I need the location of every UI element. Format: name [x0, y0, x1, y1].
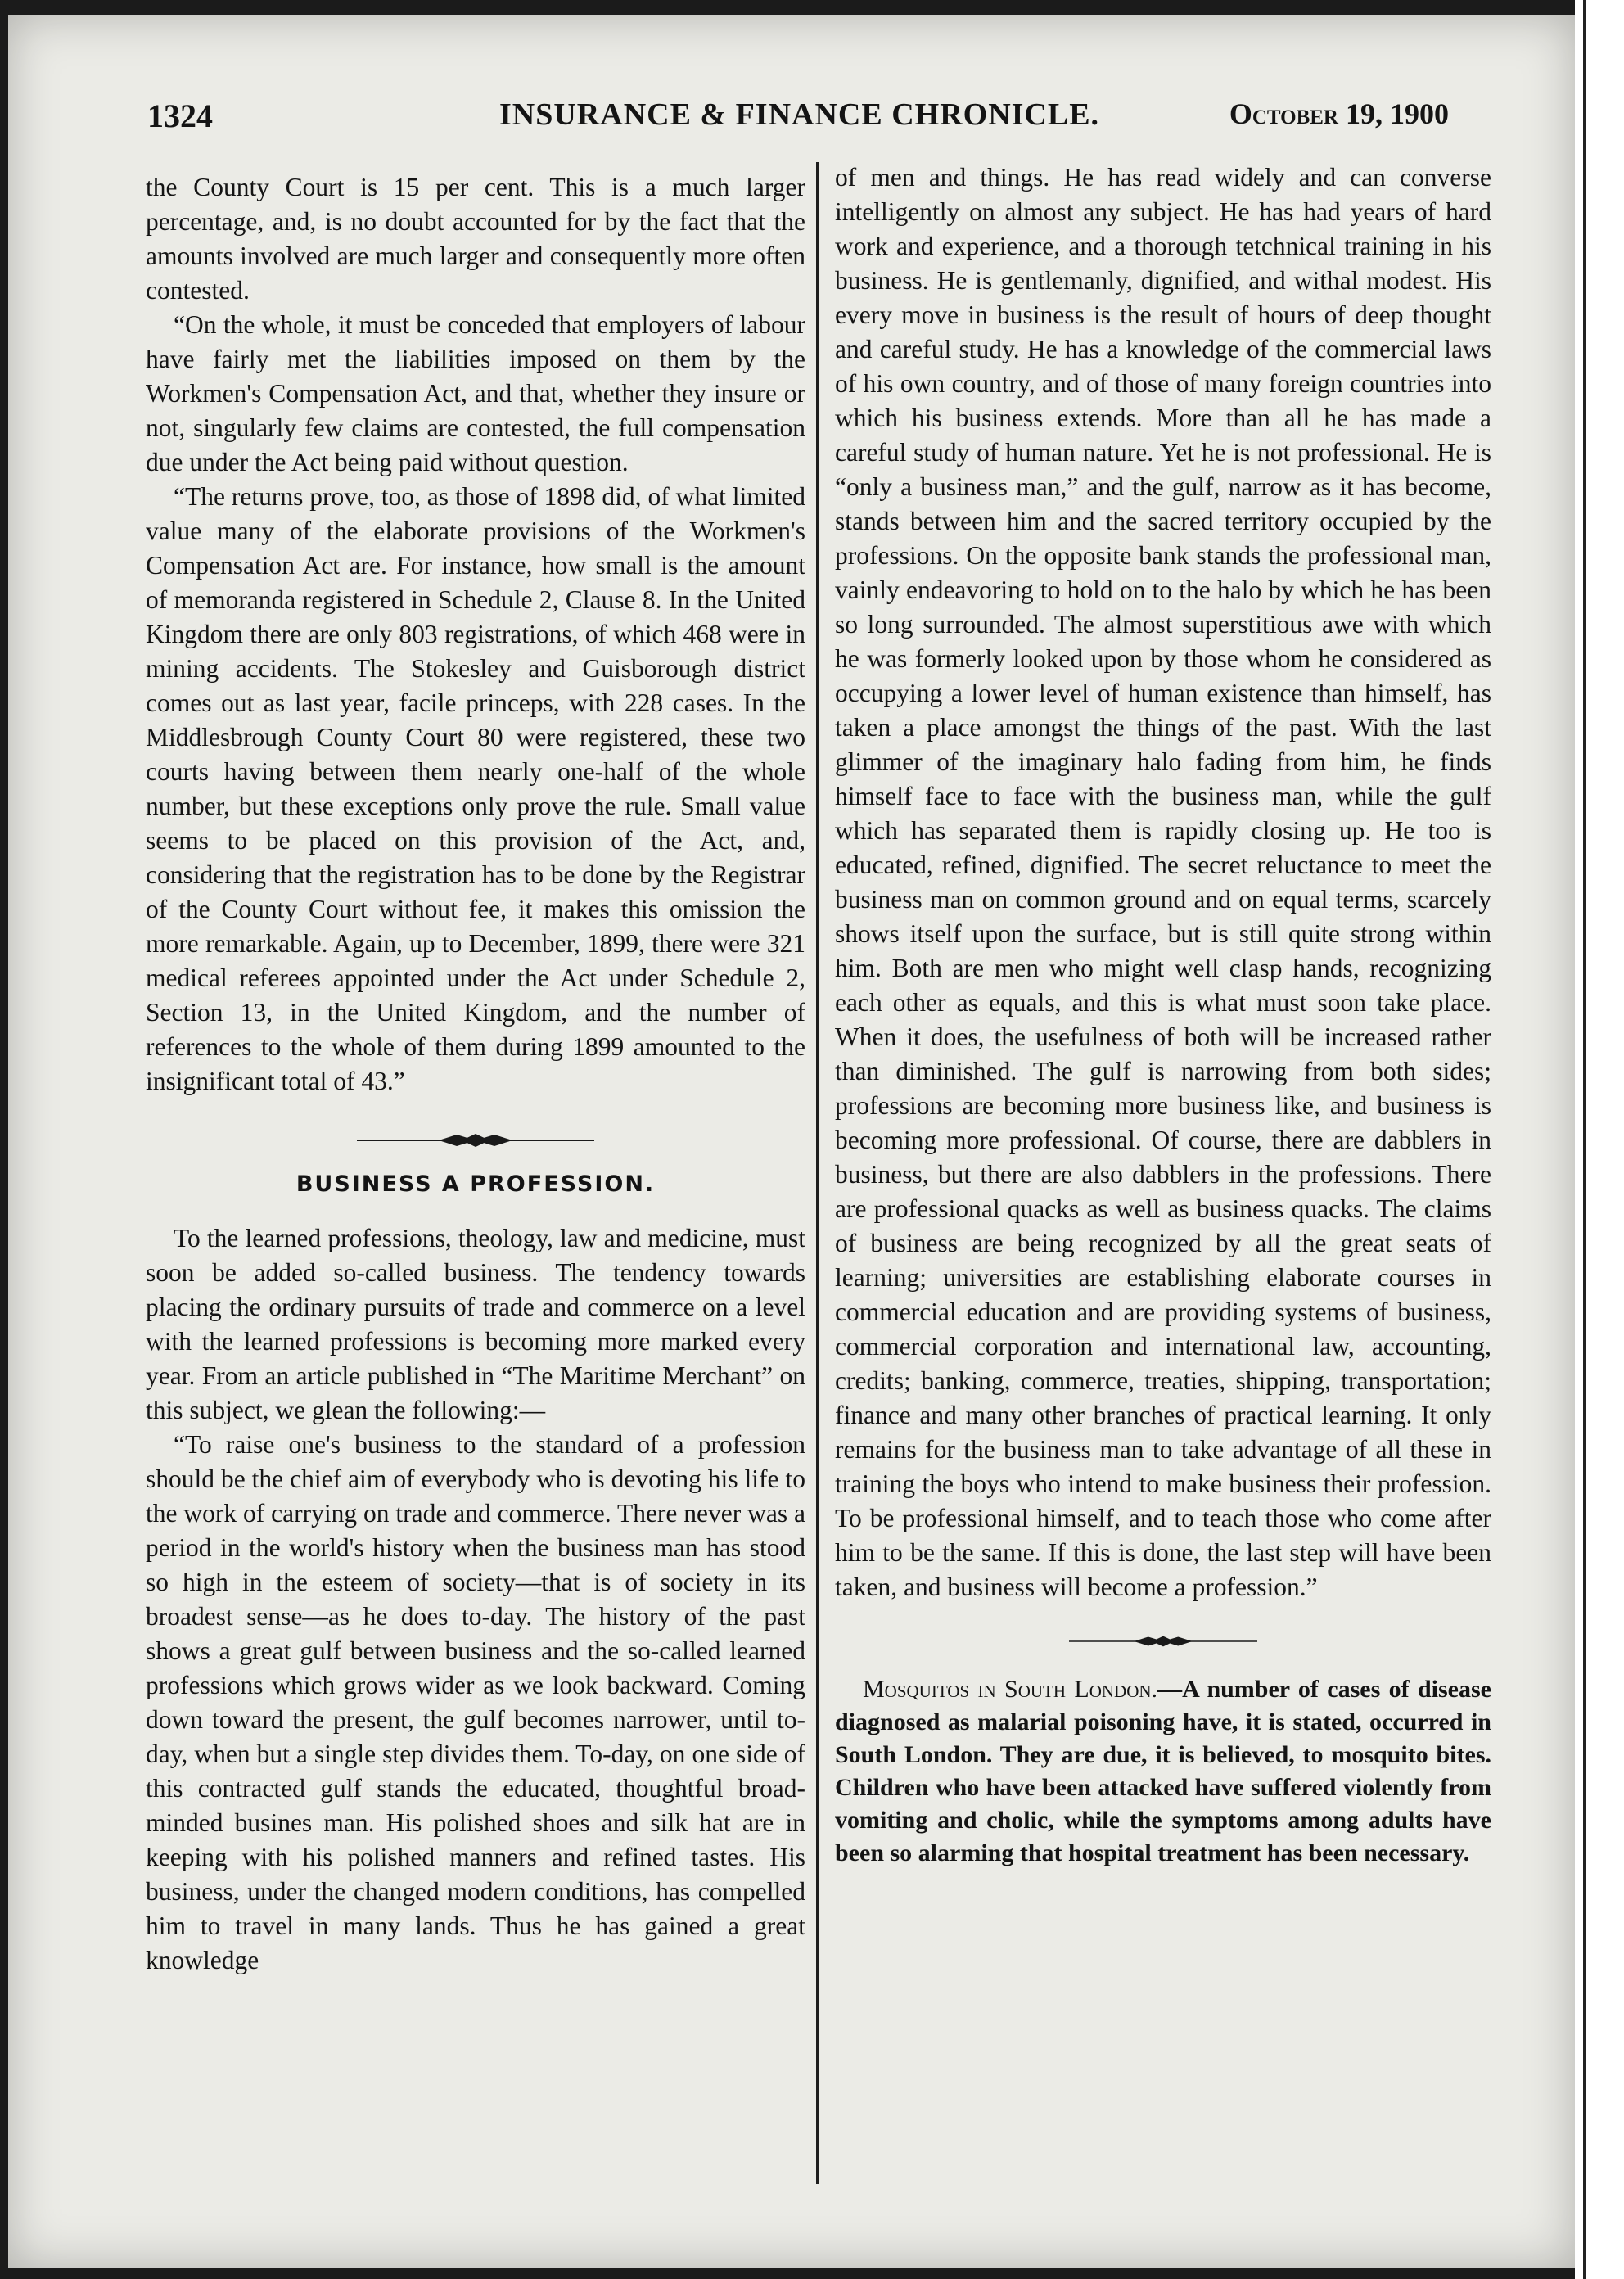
news-note	[835, 1673, 1491, 1870]
article-paragraph: “The returns prove, too, as those of 1898 did, of what limited value many of the elaborate provisions of the Workmen's Compensation Act are. For instance, how small is the amount of memoranda registered in Schedule 2, Clause 8. In the United Kingdom there are only 803 registrations, of which 468 were in mining accidents. The Stokesley and Guisborough district comes out as last year, facile princeps, with 228 cases. In the Middlesbrough County Court 80 were registered, these two courts having between them nearly one-half of the whole number, but these exceptions only prove the rule. Small value seems to be placed on this provision of the Act, and, considering that the registration has to be done by the Registrar of the County Court without fee, it makes this omission the more remarkable. Again, up to December, 1899, there were 321 medical referees appointed under the Act under Schedule 2, Section 13, in the United Kingdom, and the number of references to the whole of them during 1899 amounted to the insignificant total of 43.”	[146, 482, 805, 1095]
note-text: —A number of cases of disease diagnosed as malarial poisoning have, it is stated, occurred in South London. They are due, it is believed, to mosquito bites. Children who have been attacked have suffered violently from vomiting and cholic, while the symptoms among adults have been so alarming that hospital treatment has been necessary.	[835, 1676, 1491, 1866]
page-number: 1324	[147, 97, 213, 134]
note-title: Mosquitos in South London.	[863, 1676, 1158, 1703]
article-paragraph: of men and things. He has read widely and can converse intelligently on almost any subject. He has had years of hard work and experience, and a thorough tetchnical training in his business. He is gentlemanly, dignified, and withal modest. His every move in business is the result of hours of deep thought and careful study. He has a knowledge of the commercial laws of his own country, and of those of many foreign countries into which his business extends. More than all he has made a careful study of human nature. Yet he is not professional. He is “only a business man,” and the gulf, narrow as it has become, stands between him and the sacred territory occupied by the professions. On the opposite bank stands the professional man, vainly endeavoring to hold on to the halo by which he has been so long surrounded. The almost superstitious awe with which he was formerly looked upon by those whom he considered as occupying a lower level of human existence than himself, has taken a place amongst the things of the past. With the last glimmer of the imaginary halo fading from him, he finds himself face to face with the business man, while the gulf which has separated them is rapidly closing up. He too is educated, refined, dignified. The secret reluctance to meet the business man on common ground and on equal terms, scarcely shows itself upon the surface, but is still quite strong within him. Both are men who might well clasp hands, recognizing each other as equals, and this is what must soon take place. When it does, the usefulness of both will be increased rather than diminished. The gulf is narrowing from both sides; professions are becoming more business like, and business is becoming more professional. Of course, there are dabblers in business, but there are also dabblers in the professions. There are professional quacks as well as business quacks. The claims of business are being recognized by all the great seats of learning; universities are establishing elaborate courses in commercial education and are providing systems of business, commercial corporation and international law, accounting, credits; banking, commerce, treaties, shipping, transportation; finance and many other branches of practical learning. It only remains for the business man to take advantage of all these in training the boys who intend to make business their profession. To be professional himself, and to teach those who come after him to be the same. If this is done, the last step will have been taken, and business will become a profession.”	[835, 163, 1491, 1601]
right-column	[835, 160, 1491, 1870]
newspaper-page	[8, 15, 1575, 2268]
section-divider-ornament	[1069, 1632, 1257, 1650]
article-paragraph: the County Court is 15 per cent. This is a much larger percentage, and, is no doubt accounted for by the fact that the amounts involved are much larger and consequently more often contested.	[146, 173, 805, 305]
page-header	[147, 93, 1449, 142]
article-paragraph: “On the whole, it must be conceded that employers of labour have fairly met the liabilities imposed on them by the Workmen's Compensation Act, and that, whether they insure or not, singularly few claims are contested, the full compensation due under the Act being paid without question.	[146, 310, 805, 476]
issue-date: October 19, 1900	[1229, 97, 1449, 130]
journal-title: INSURANCE & FINANCE CHRONICLE.	[499, 97, 1100, 132]
section-divider-ornament	[357, 1131, 594, 1149]
left-column	[146, 170, 805, 1978]
page-edge-rule	[1583, 0, 1586, 2279]
section-heading: BUSINESS A PROFESSION.	[295, 1171, 656, 1197]
column-divider	[816, 162, 819, 2184]
article-paragraph: “To raise one's business to the standard of a profession should be the chief aim of everybody who is devoting his life to the work of carrying on trade and commerce. There never was a period in the world's history when the business man has stood so high in the esteem of society—that is of society in its broadest sense—as he does to-day. The history of the past shows a great gulf between business and the so-called learned professions which grows wider as we look backward. Coming down toward the present, the gulf becomes narrower, until to-day, when but a single step divides them. To-day, on one side of this contracted gulf stands the educated, thoughtful broad-minded busines man. His polished shoes and silk hat are in keeping with his polished manners and refined tastes. His business, under the changed modern conditions, has compelled him to travel in many lands. Thus he has gained a great knowledge	[146, 1430, 805, 1974]
adjacent-page-edge	[1575, 0, 1624, 2279]
article-paragraph: To the learned professions, theology, law and medicine, must soon be added so-called business. The tendency towards placing the ordinary pursuits of trade and commerce on a level with the learned professions is becoming more marked every year. From an article published in “The Maritime Merchant” on this subject, we glean the following:—	[146, 1224, 805, 1424]
